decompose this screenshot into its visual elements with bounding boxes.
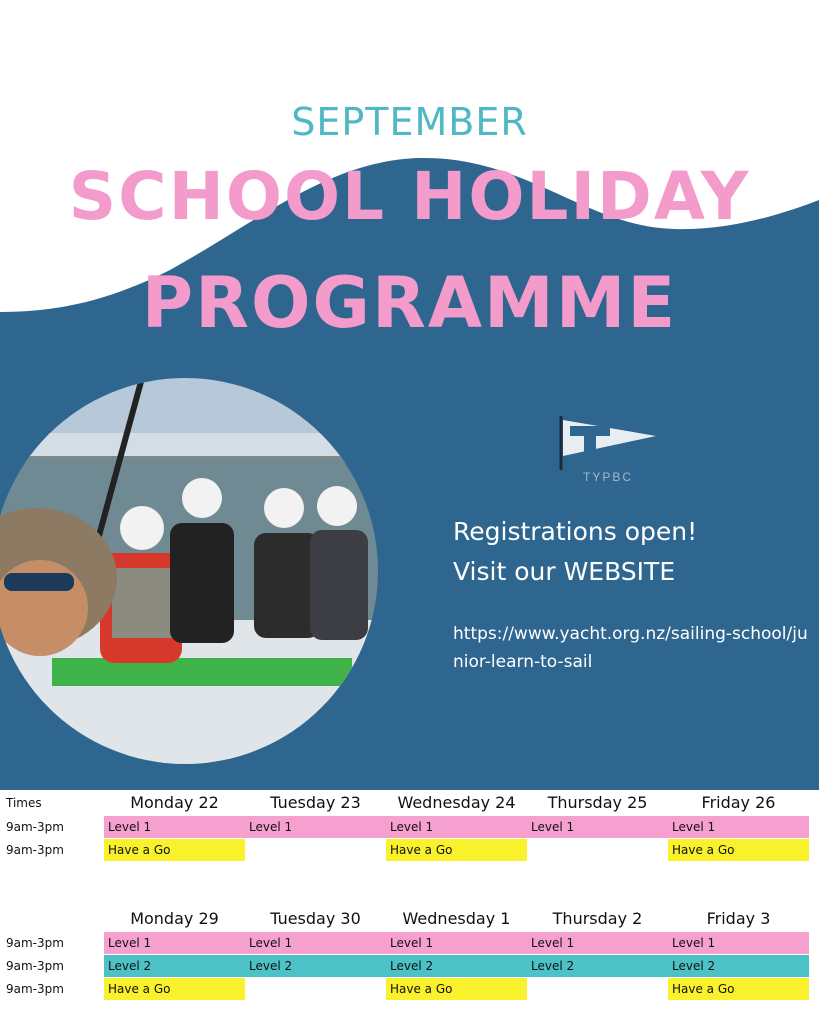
time-cell: 9am-3pm xyxy=(6,982,64,996)
session-cell: Level 1 xyxy=(527,816,668,838)
day-header: Tuesday 23 xyxy=(270,793,361,812)
schedule-row xyxy=(0,978,819,1000)
title-line-2: PROGRAMME xyxy=(141,262,678,344)
session-cell: Level 1 xyxy=(527,932,668,954)
day-header: Wednesday 24 xyxy=(397,793,516,812)
schedule-row xyxy=(0,955,819,977)
session-cell: Level 1 xyxy=(245,932,386,954)
day-header: Monday 29 xyxy=(130,909,219,928)
time-cell: 9am-3pm xyxy=(6,959,64,973)
schedule-row xyxy=(0,816,819,838)
session-cell: Have a Go xyxy=(386,839,527,861)
day-header-row xyxy=(0,790,819,816)
day-header: Wednesday 1 xyxy=(402,909,511,928)
schedule-row xyxy=(0,839,819,861)
session-cell: Level 2 xyxy=(245,955,386,977)
day-header: Friday 3 xyxy=(706,909,771,928)
session-cell: Have a Go xyxy=(668,839,809,861)
session-cell: Level 1 xyxy=(104,816,245,838)
session-cell: Level 1 xyxy=(668,932,809,954)
session-cell: Level 1 xyxy=(668,816,809,838)
day-header: Tuesday 30 xyxy=(270,909,361,928)
registration-text xyxy=(453,512,813,592)
session-cell: Level 2 xyxy=(668,955,809,977)
time-cell: 9am-3pm xyxy=(6,843,64,857)
day-header-row xyxy=(0,906,819,932)
session-cell: Have a Go xyxy=(386,978,527,1000)
day-header: Thursday 2 xyxy=(552,909,643,928)
session-cell: Level 2 xyxy=(104,955,245,977)
club-logo-text: TYPBC xyxy=(582,470,633,484)
schedule-row xyxy=(0,932,819,954)
times-header: Times xyxy=(6,796,42,810)
kids-sailing-photo xyxy=(0,378,378,764)
session-cell: Have a Go xyxy=(104,839,245,861)
title-line-1: SCHOOL HOLIDAY xyxy=(68,158,751,235)
visit-website-line: Visit our WEBSITE xyxy=(453,557,676,586)
session-cell: Level 1 xyxy=(386,816,527,838)
day-header: Friday 26 xyxy=(701,793,776,812)
month-heading: SEPTEMBER xyxy=(291,100,528,144)
session-cell: Have a Go xyxy=(668,978,809,1000)
session-cell: Level 2 xyxy=(386,955,527,977)
time-cell: 9am-3pm xyxy=(6,936,64,950)
session-cell: Level 1 xyxy=(386,932,527,954)
session-cell: Level 1 xyxy=(104,932,245,954)
session-cell: Have a Go xyxy=(104,978,245,1000)
session-cell: Level 2 xyxy=(527,955,668,977)
day-header: Thursday 25 xyxy=(547,793,648,812)
website-url[interactable]: https://www.yacht.org.nz/sailing-school/junior-learn-to-sail xyxy=(453,624,808,672)
photo-illustration xyxy=(0,378,378,764)
session-cell: Level 1 xyxy=(245,816,386,838)
day-header: Monday 22 xyxy=(130,793,219,812)
registrations-open-line: Registrations open! xyxy=(453,517,698,546)
time-cell: 9am-3pm xyxy=(6,820,64,834)
